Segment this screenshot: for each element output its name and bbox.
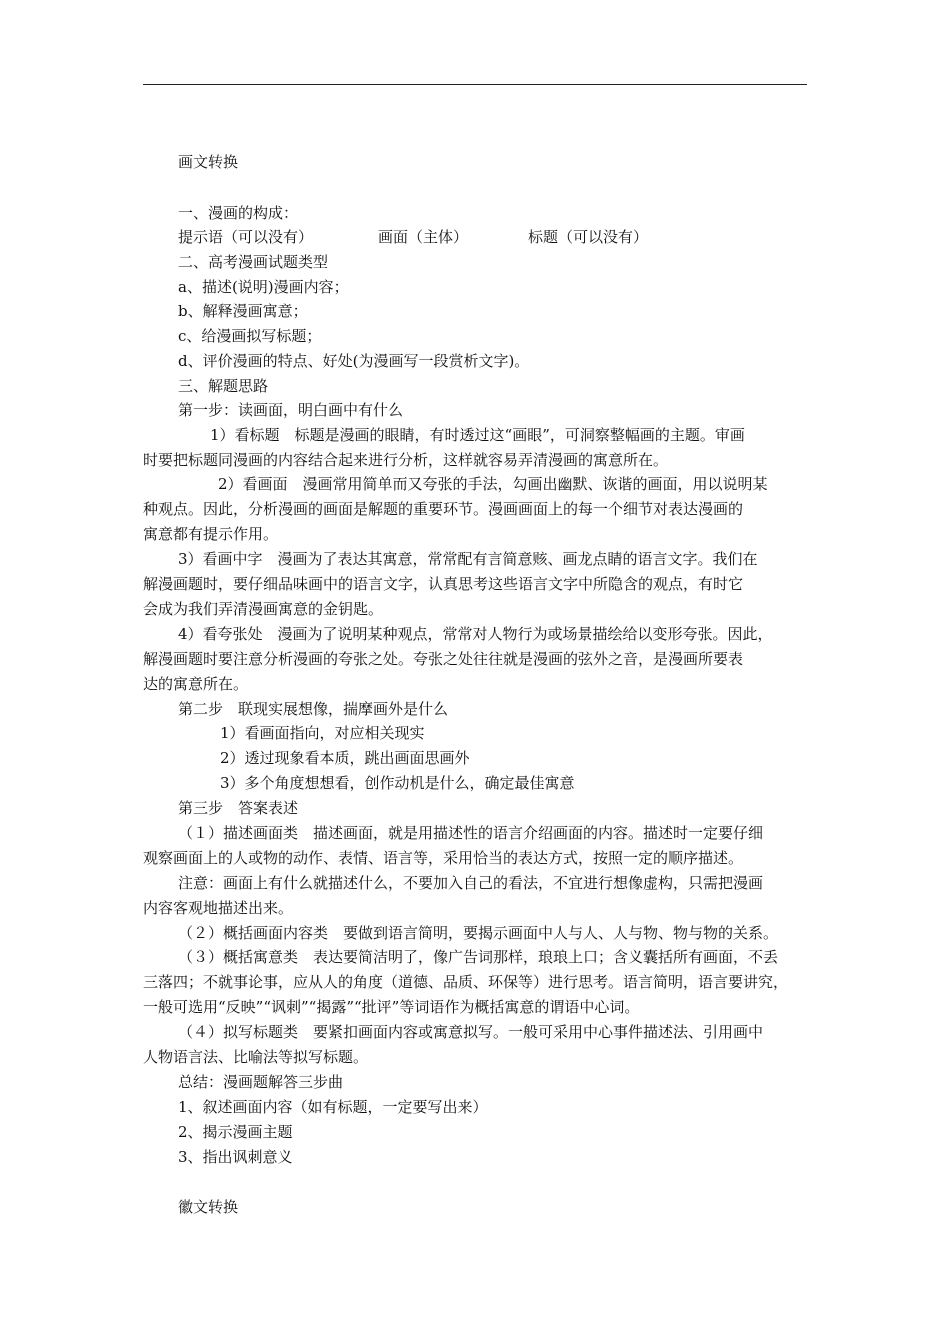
- para-exaggeration-line-3: 达的寓意所在。: [143, 675, 249, 693]
- step-2-item-3: 3）多个角度想想看，创作动机是什么，确定最佳寓意: [220, 774, 575, 792]
- summary-item-1: 1、叙述画面内容（如有标题，一定要写出来）: [178, 1098, 488, 1116]
- section-1-heading: 一、漫画的构成：: [178, 204, 299, 222]
- comic-parts-row: [178, 227, 313, 247]
- para-exaggeration-line-2: 解漫画题时要注意分析漫画的夸张之处。夸张之处往往就是漫画的弦外之音，是漫画所要表: [143, 650, 744, 668]
- para-picture-line-3: 寓意都有提示作用。: [143, 525, 279, 543]
- para-title-line-1: 1）看标题 标题是漫画的眼睛，有时透过这“画眼”，可洞察整幅画的主题。审画: [210, 426, 745, 444]
- answer-title-line-2: 人物语言法、比喻法等拟写标题。: [143, 1048, 369, 1066]
- para-picture-line-1: 2）看画面 漫画常用简单而又夸张的手法，勾画出幽默、诙谐的画面，用以说明某: [218, 475, 768, 493]
- answer-meaning-line-1: （３）概括寓意类 表达要简洁明了，像广告词那样，琅琅上口；含义囊括所有画面，不丢: [178, 948, 779, 966]
- para-title-line-2: 时要把标题同漫画的内容结合起来进行分析，这样就容易弄清漫画的寓意所在。: [143, 451, 669, 469]
- answer-meaning-line-2: 三落四；不就事论事，应从人的角度（道德、品质、环保等）进行思考。语言简明，语言要讲究，: [143, 973, 789, 991]
- para-exaggeration-line-1: 4）看夸张处 漫画为了说明某种观点，常常对人物行为或场景描绘给以变形夸张。因此，: [178, 625, 773, 643]
- summary-item-3: 3、指出讽刺意义: [178, 1148, 293, 1166]
- step-2-item-2: 2）透过现象看本质，跳出画面思画外: [220, 749, 470, 767]
- answer-meaning-line-3: 一般可选用“反映”“讽刺”“揭露”“批评”等词语作为概括寓意的谓语中心词。: [143, 998, 640, 1016]
- para-text-line-1: 3）看画中字 漫画为了表达其寓意，常常配有言简意赅、画龙点睛的语言文字。我们在: [178, 550, 758, 568]
- comic-part-caption: 提示语（可以没有）: [178, 228, 314, 246]
- note-line-1: 注意：画面上有什么就描述什么，不要加入自己的看法，不宜进行想像虚构，只需把漫画: [178, 874, 764, 892]
- answer-describe-line-2: 观察画面上的人或物的动作、表情、语言等，采用恰当的表达方式，按照一定的顺序描述。: [143, 849, 744, 867]
- answer-summarize-content: （２）概括画面内容类 要做到语言简明，要揭示画面中人与人、人与物、物与物的关系。: [178, 924, 779, 942]
- note-line-2: 内容客观地描述出来。: [143, 899, 294, 917]
- header-rule: [143, 84, 807, 85]
- para-text-line-2: 解漫画题时，要仔细品味画中的语言文字，认真思考这些语言文字中所隐含的观点，有时它: [143, 575, 744, 593]
- para-text-line-3: 会成为我们弄清漫画寓意的金钥匙。: [143, 600, 384, 618]
- question-type-b: b、解释漫画寓意；: [178, 302, 308, 320]
- para-picture-line-2: 种观点。因此，分析漫画的画面是解题的重要环节。漫画画面上的每一个细节对表达漫画的: [143, 500, 744, 518]
- section-3-heading: 三、解题思路: [178, 377, 269, 395]
- step-2-item-1: 1）看画面指向，对应相关现实: [220, 724, 425, 742]
- answer-describe-line-1: （１）描述画面类 描述画面，就是用描述性的语言介绍画面的内容。描述时一定要仔细: [178, 824, 764, 842]
- summary-item-2: 2、揭示漫画主题: [178, 1123, 293, 1141]
- step-1-heading: 第一步：读画面，明白画中有什么: [178, 401, 404, 419]
- step-2-heading: 第二步 联现实展想像，揣摩画外是什么: [178, 700, 449, 718]
- summary-heading: 总结：漫画题解答三步曲: [178, 1073, 344, 1091]
- doc-title-2: 徽文转换: [178, 1198, 239, 1216]
- question-type-c: c、给漫画拟写标题；: [178, 327, 322, 345]
- question-type-d: d、评价漫画的特点、好处(为漫画写一段赏析文字)。: [178, 352, 530, 370]
- comic-part-title: 标题（可以没有）: [528, 228, 649, 246]
- step-3-heading: 第三步 答案表述: [178, 799, 299, 817]
- question-type-a: a、描述(说明)漫画内容；: [178, 278, 349, 296]
- section-2-heading: 二、高考漫画试题类型: [178, 253, 329, 271]
- answer-title-line-1: （４）拟写标题类 要紧扣画面内容或寓意拟写。一般可采用中心事件描述法、引用画中: [178, 1023, 764, 1041]
- doc-title: 画文转换: [178, 153, 239, 171]
- comic-part-picture: 画面（主体）: [378, 228, 469, 246]
